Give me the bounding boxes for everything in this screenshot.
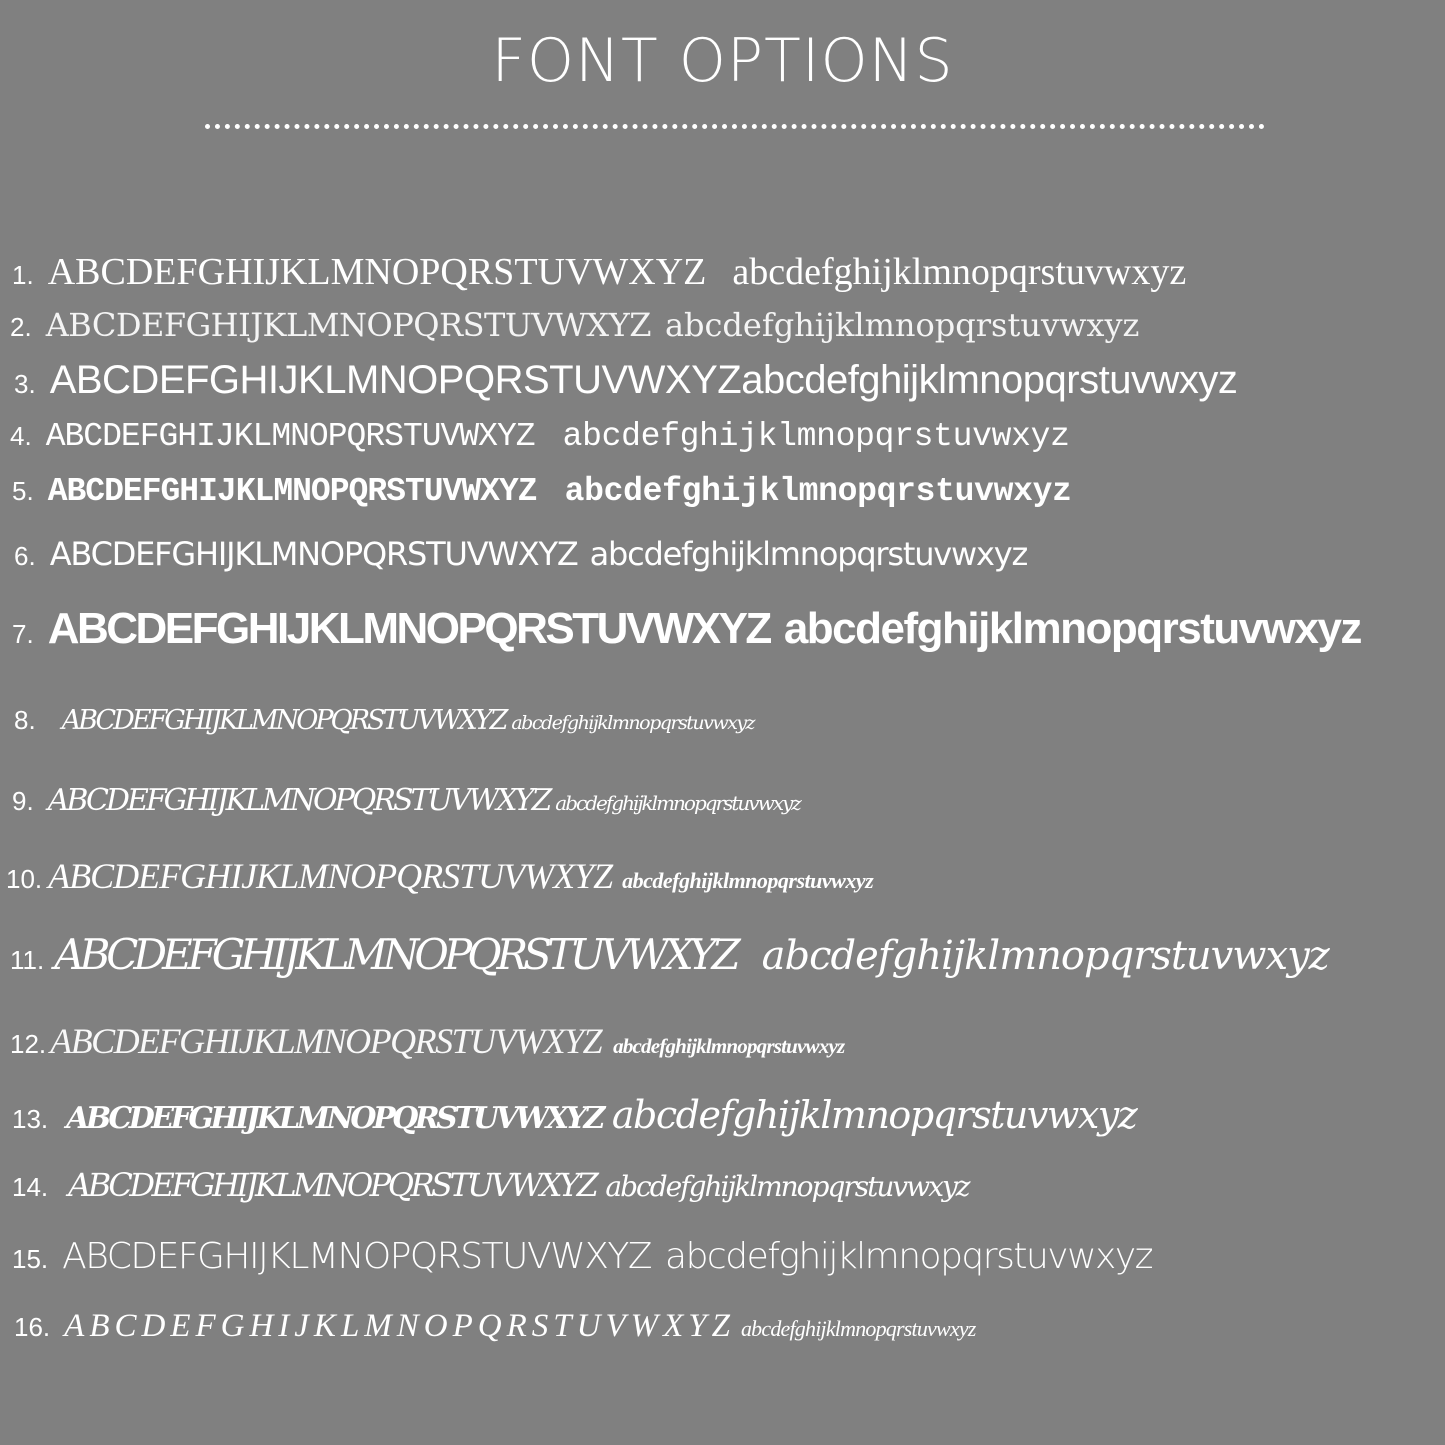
- font-option-number: 15.: [12, 1244, 49, 1274]
- font-option-uppercase: ABCDEFGHIJKLMNOPQRSTUVWXYZ: [68, 1166, 596, 1204]
- font-option-lowercase: abcdefghijklmnopqrstuvwxyz: [732, 251, 1187, 293]
- font-option-lowercase: abcdefghijklmnopqrstuvwxyz: [605, 1170, 969, 1203]
- font-option-number: 10.: [6, 864, 43, 894]
- font-option-number: 7.: [12, 619, 34, 649]
- font-option-number: 2.: [10, 312, 32, 342]
- font-option-uppercase: ABCDEFGHIJKLMNOPQRSTUVWXYZ: [45, 418, 535, 455]
- font-option-2[interactable]: [0, 306, 1445, 344]
- font-option-number: 8.: [14, 705, 36, 735]
- font-option-12[interactable]: [0, 1020, 1445, 1062]
- font-option-16[interactable]: [0, 1308, 1445, 1345]
- font-option-uppercase: ABCDEFGHIJKLMNOPQRSTUVWXYZ: [62, 1236, 652, 1277]
- page-title: FONT OPTIONS: [491, 26, 954, 96]
- font-option-lowercase: abcdefghijklmnopqrstuvwxyz: [511, 712, 755, 734]
- font-option-number: 14.: [12, 1172, 49, 1202]
- font-option-lowercase: abcdefghijklmnopqrstuvwxyz: [611, 1093, 1137, 1137]
- font-option-uppercase: ABCDEFGHIJKLMNOPQRSTUVWXYZ: [49, 358, 742, 402]
- font-option-number: 4.: [10, 421, 32, 451]
- font-option-number: 3.: [14, 369, 36, 399]
- font-option-uppercase: ABCDEFGHIJKLMNOPQRSTUVWXYZ: [45, 306, 651, 344]
- font-option-15[interactable]: [0, 1236, 1445, 1277]
- font-option-lowercase: abcdefghijklmnopqrstuvwxyz: [555, 791, 800, 815]
- font-option-uppercase: ABCDEFGHIJKLMNOPQRSTUVWXYZ: [61, 705, 506, 736]
- font-option-lowercase: abcdefghijklmnopqrstuvwxyz: [761, 933, 1329, 979]
- font-option-8[interactable]: [0, 705, 1445, 736]
- font-option-11[interactable]: [0, 930, 1445, 979]
- font-option-lowercase: abcdefghijklmnopqrstuvwxyz: [622, 868, 874, 893]
- font-option-number: 16.: [14, 1312, 51, 1342]
- font-option-6[interactable]: [0, 535, 1445, 573]
- font-option-10[interactable]: [0, 855, 1445, 897]
- font-option-uppercase: ABCDEFGHIJKLMNOPQRSTUVWXYZ: [47, 473, 537, 510]
- font-option-lowercase: abcdefghijklmnopqrstuvwxyz: [740, 1316, 976, 1341]
- font-option-13[interactable]: [0, 1093, 1445, 1137]
- font-option-number: 6.: [14, 541, 36, 571]
- font-option-uppercase: ABCDEFGHIJKLMNOPQRSTUVWXYZ: [66, 1101, 602, 1136]
- font-option-lowercase: abcdefghijklmnopqrstuvwxyz: [564, 473, 1072, 510]
- font-option-lowercase: abcdefghijklmnopqrstuvwxyz: [664, 306, 1140, 344]
- font-option-lowercase: abcdefghijklmnopqrstuvwxyz: [665, 1236, 1153, 1277]
- font-option-7[interactable]: [0, 604, 1445, 654]
- font-option-uppercase: ABCDEFGHIJKLMNOPQRSTUVWXYZ: [47, 783, 550, 818]
- font-option-lowercase: abcdefghijklmnopqrstuvwxyz: [562, 418, 1070, 455]
- font-option-lowercase: abcdefghijklmnopqrstuvwxyz: [613, 1034, 845, 1058]
- font-option-uppercase: ABCDEFGHIJKLMNOPQRSTUVWXYZ: [47, 251, 707, 293]
- font-option-uppercase: ABCDEFGHIJKLMNOPQRSTUVWXYZ: [49, 535, 578, 573]
- font-option-5[interactable]: [0, 473, 1445, 510]
- font-option-number: 9.: [12, 786, 34, 816]
- font-option-uppercase: ABCDEFGHIJKLMNOPQRSTUVWXYZ: [50, 1021, 602, 1061]
- font-option-9[interactable]: [0, 783, 1445, 818]
- font-option-number: 11.: [10, 945, 45, 975]
- font-option-uppercase: ABCDEFGHIJKLMNOPQRSTUVWXYZ: [54, 930, 736, 979]
- font-option-number: 13.: [12, 1104, 49, 1134]
- font-option-lowercase: abcdefghijklmnopqrstuvwxyz: [783, 604, 1361, 653]
- font-option-lowercase: abcdefghijklmnopqrstuvwxyz: [741, 358, 1238, 402]
- font-option-4[interactable]: [0, 418, 1445, 455]
- font-option-uppercase: ABCDEFGHIJKLMNOPQRSTUVWXYZ: [48, 856, 613, 896]
- font-option-lowercase: abcdefghijklmnopqrstuvwxyz: [589, 535, 1028, 573]
- font-option-3[interactable]: [0, 358, 1445, 403]
- font-option-number: 5.: [12, 476, 34, 506]
- font-option-1[interactable]: [0, 250, 1445, 294]
- font-option-uppercase: ABCDEFGHIJKLMNOPQRSTUVWXYZ: [64, 1308, 735, 1344]
- font-option-number: 1.: [12, 260, 34, 290]
- font-option-number: 12.: [10, 1029, 47, 1059]
- font-option-14[interactable]: [0, 1166, 1445, 1204]
- font-option-uppercase: ABCDEFGHIJKLMNOPQRSTUVWXYZ: [47, 604, 770, 653]
